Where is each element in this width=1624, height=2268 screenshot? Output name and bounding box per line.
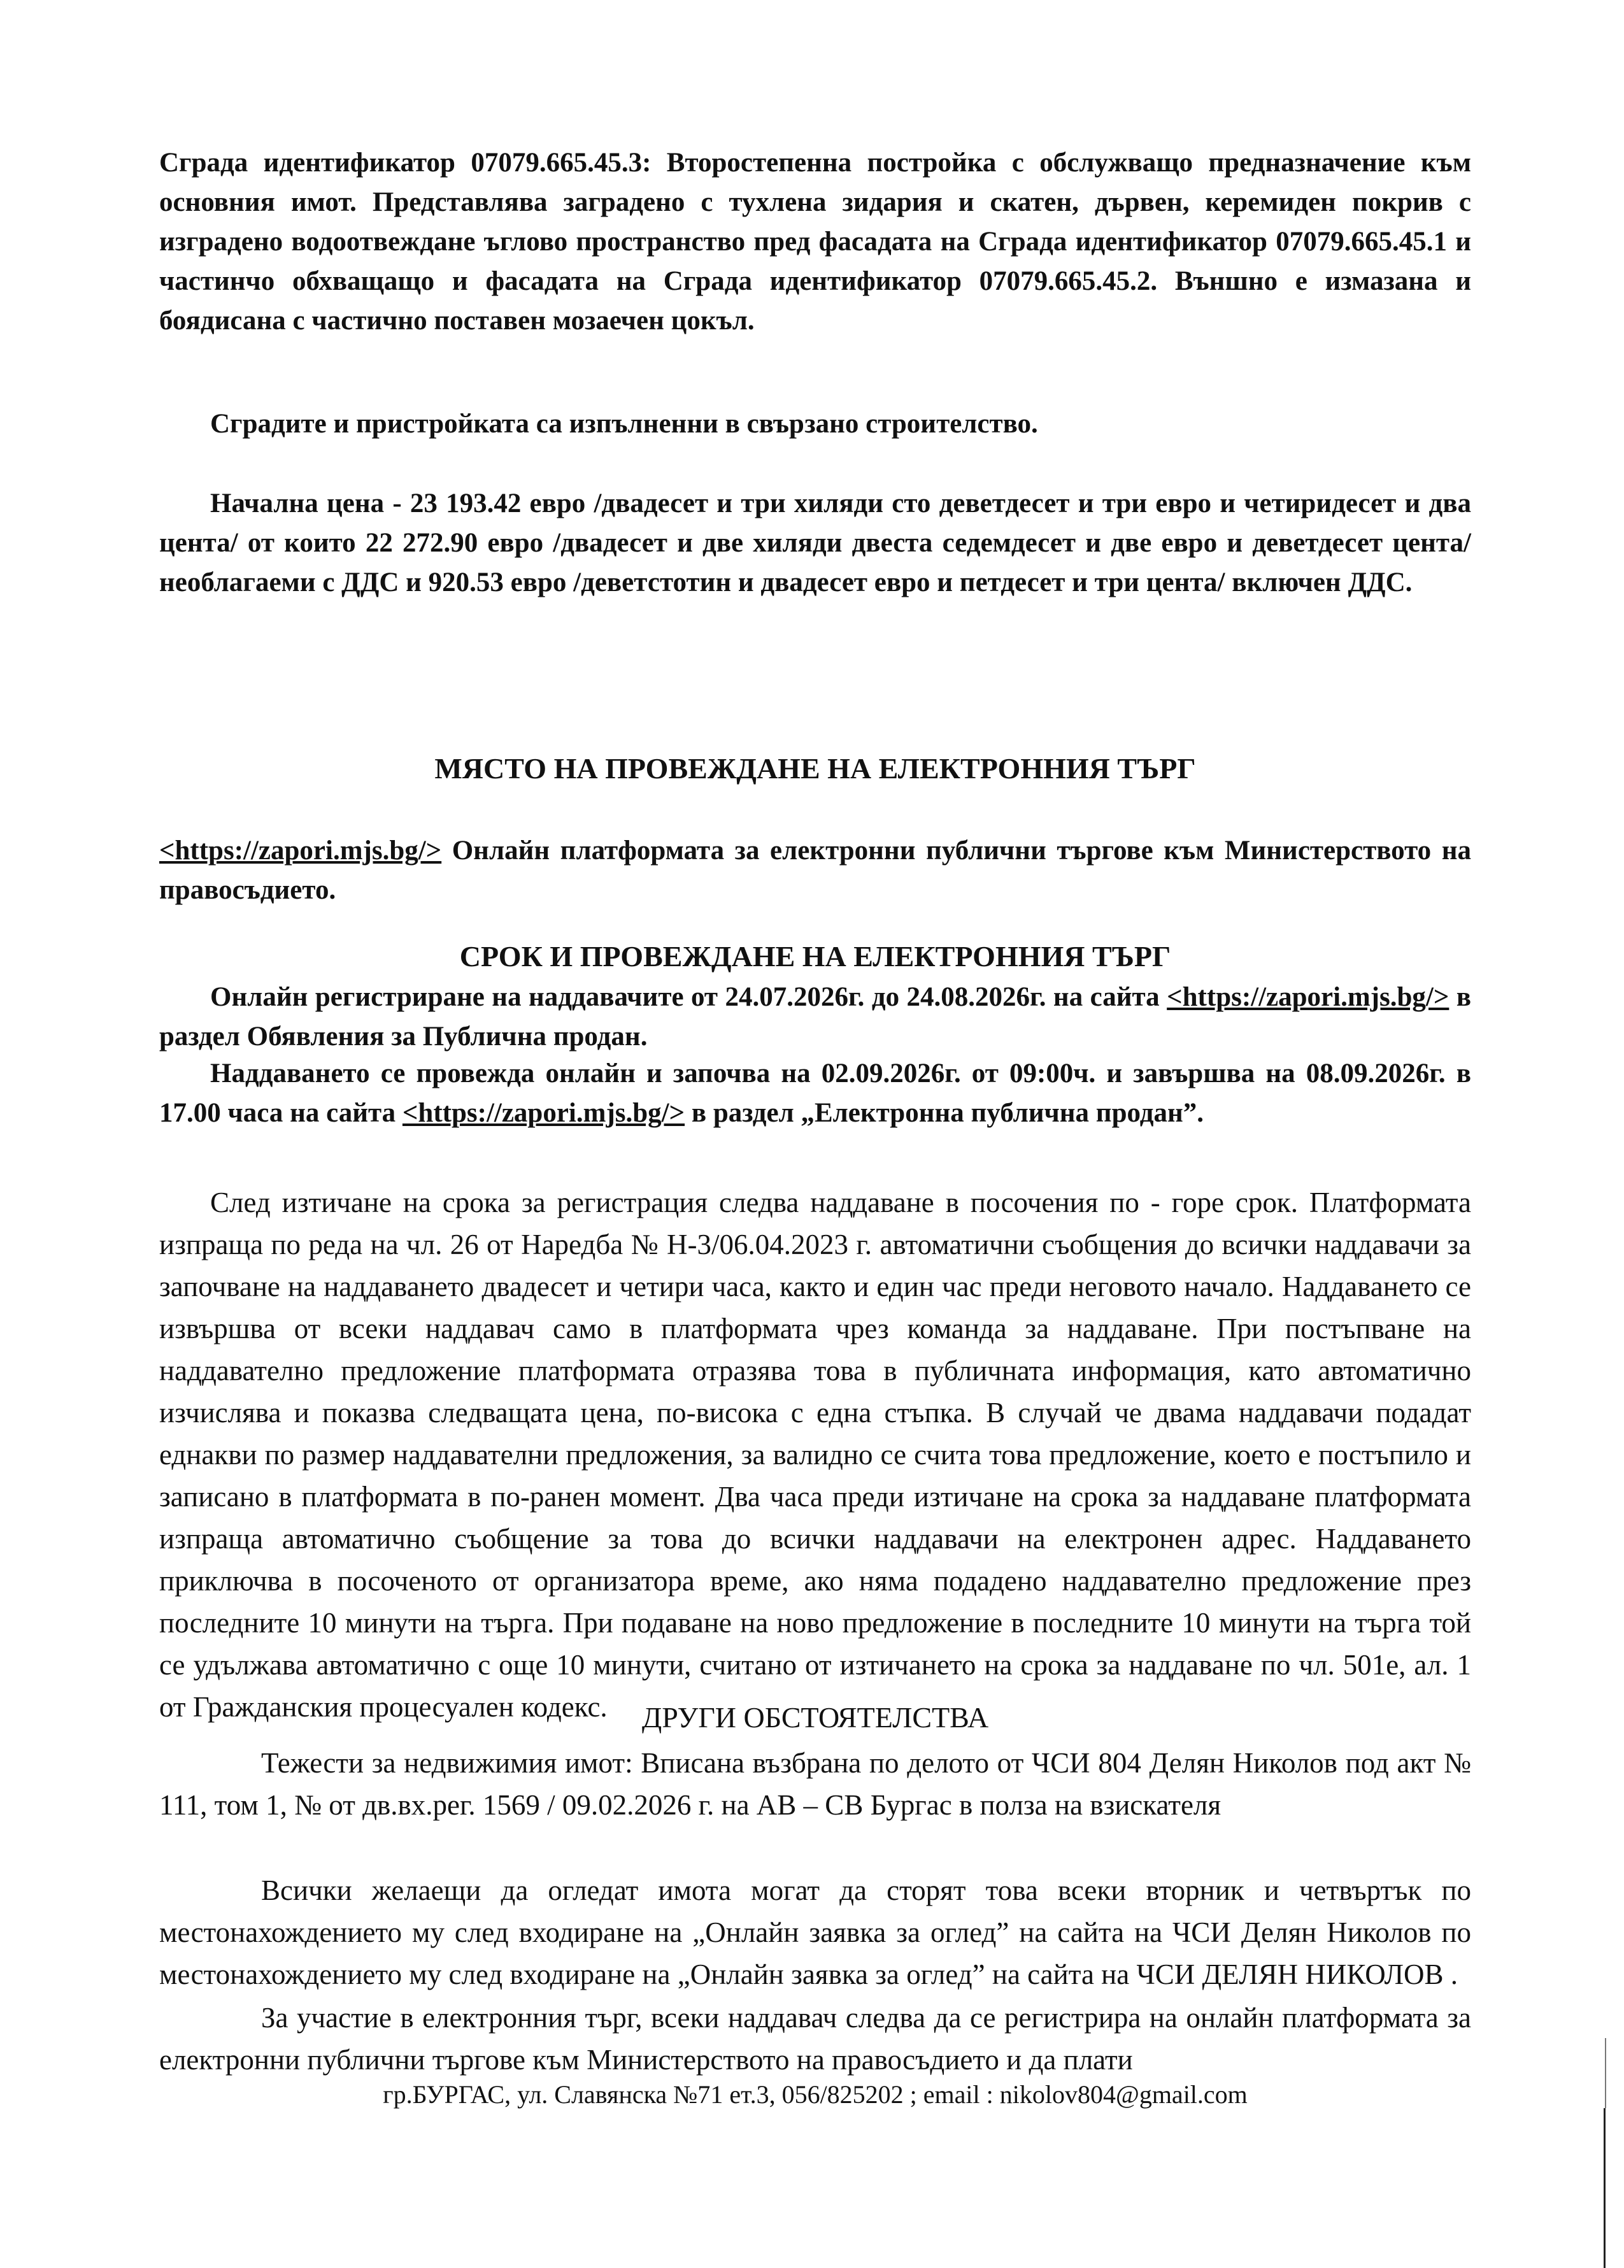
paragraph-construction: Сградите и пристройката са изпълненни в свързано строителство. (210, 409, 1038, 439)
platform-link[interactable]: <https://zapori.mjs.bg/> (159, 836, 442, 866)
registration-section-text: в раздел Обявления за Публична продан. (159, 982, 1471, 1052)
paragraph-registration (159, 978, 1471, 1057)
paragraph-auction-place (159, 831, 1471, 910)
bidding-link[interactable]: <https://zapori.mjs.bg/> (402, 1098, 685, 1128)
paragraph-building-description: Сграда идентификатор 07079.665.45.3: Второстепенна постройка с обслужващо предназначение към основния имот. Представлява заградено с тухлена зидария и скатен, дървен, керемиден покрив с изградено водоотвеждане ъглово пространство пред фасадата на Сграда идентификатор 07079.665.45.1 и частинчо обхващащо и фасадата на Сграда идентификатор 07079.665.45.2. Външно е измазана и боядисана с частично поставен мозаечен цокъл. (159, 148, 1471, 336)
platform-description: Онлайн платформата за електронни публични търгове към Министерството на правосъдието. (159, 836, 1471, 905)
paragraph-encumbrances: Тежести за недвижимия имот: Вписана възбрана по делото от ЧСИ 804 Делян Николов под акт № 111, том 1, № от дв.вх.рег. 1569 / 09.02.2026 г. на АВ – СВ Бургас в полза на взискателя (159, 1747, 1471, 1821)
paragraph-bidding (159, 1054, 1471, 1133)
scan-edge-line (1604, 2108, 1606, 2268)
paragraph-viewing: Всички желаещи да огледат имота могат да сторят това всеки вторник и четвъртък по местонахождението му след входиране на „Онлайн заявка за оглед” на сайта на ЧСИ Делян Николов по местонахождението му след входиране на „Онлайн заявка за оглед” на сайта на ЧСИ ДЕЛЯН НИКОЛОВ . (159, 1874, 1471, 1990)
scan-edge-mark (1605, 2038, 1606, 2108)
registration-link[interactable]: <https://zapori.mjs.bg/> (1167, 982, 1449, 1012)
heading-auction-place: МЯСТО НА ПРОВЕЖДАНЕ НА ЕЛЕКТРОННИЯ ТЪРГ (434, 752, 1196, 785)
heading-auction-term: СРОК И ПРОВЕЖДАНЕ НА ЕЛЕКТРОННИЯ ТЪРГ (459, 940, 1171, 973)
registration-text: Онлайн регистриране на наддавачите от 24.07.2026г. до 24.08.2026г. на сайта (210, 982, 1167, 1012)
page-footer-contact: гр.БУРГАС, ул. Славянска №71 ет.3, 056/825202 ; email : nikolov804@gmail.com (383, 2080, 1248, 2109)
bidding-section-text: в раздел „Електронна публична продан”. (685, 1098, 1204, 1128)
bidding-text: Наддаването се провежда онлайн и започва на 02.09.2026г. от 09:00ч. и завършва на 08.09.2026г. в 17.00 часа на сайта (159, 1059, 1471, 1128)
paragraph-bidding-procedure: След изтичане на срока за регистрация следва наддаване в посочения по - горе срок. Платформата изпраща по реда на чл. 26 от Наредба № Н-3/06.04.2023 г. автоматични съобщения до всички наддавачи за започване на наддаването двадесет и четири часа, както и един час преди неговото начало. Наддаването се извършва от всеки наддавач само в платформата чрез команда за наддаване. При постъпване на наддавателно предложение платформата отразява това в публичната информация, като автоматично изчислява и показва следващата цена, по-висока с една стъпка. В случай че двама наддавачи подадат еднакви по размер наддавателни предложения, за валидно се счита това предложение, което е постъпило и записано в платформата в по-ранен момент. Два часа преди изтичане на срока за наддаване платформата изпраща автоматично съобщение за това до всички наддавачи на електронен адрес. Наддаването приключва в посоченото от организатора време, ако няма подадено наддавателно предложение през последните 10 минути на търга. При подаване на ново предложение в последните 10 минути на търга той се удължава автоматично с още 10 минути, считано от изтичането на срока за наддаване по чл. 501е, ал. 1 от Гражданския процесуален кодекс. (159, 1187, 1471, 1723)
heading-other-circumstances: ДРУГИ ОБСТОЯТЕЛСТВА (641, 1701, 989, 1734)
paragraph-participation: За участие в електронния търг, всеки наддавач следва да се регистрира на онлайн платформата за електронни публични търгове към Министерството на правосъдието и да плати (159, 2002, 1471, 2076)
paragraph-starting-price: Начална цена - 23 193.42 евро /двадесет и три хиляди сто деветдесет и три евро и четиридесет и два цента/ от които 22 272.90 евро /двадесет и две хиляди двеста седемдесет и две евро и деветдесет цента/ необлагаеми с ДДС и 920.53 евро /деветстотин и двадесет евро и петдесет и три цента/ включен ДДС. (159, 489, 1471, 597)
